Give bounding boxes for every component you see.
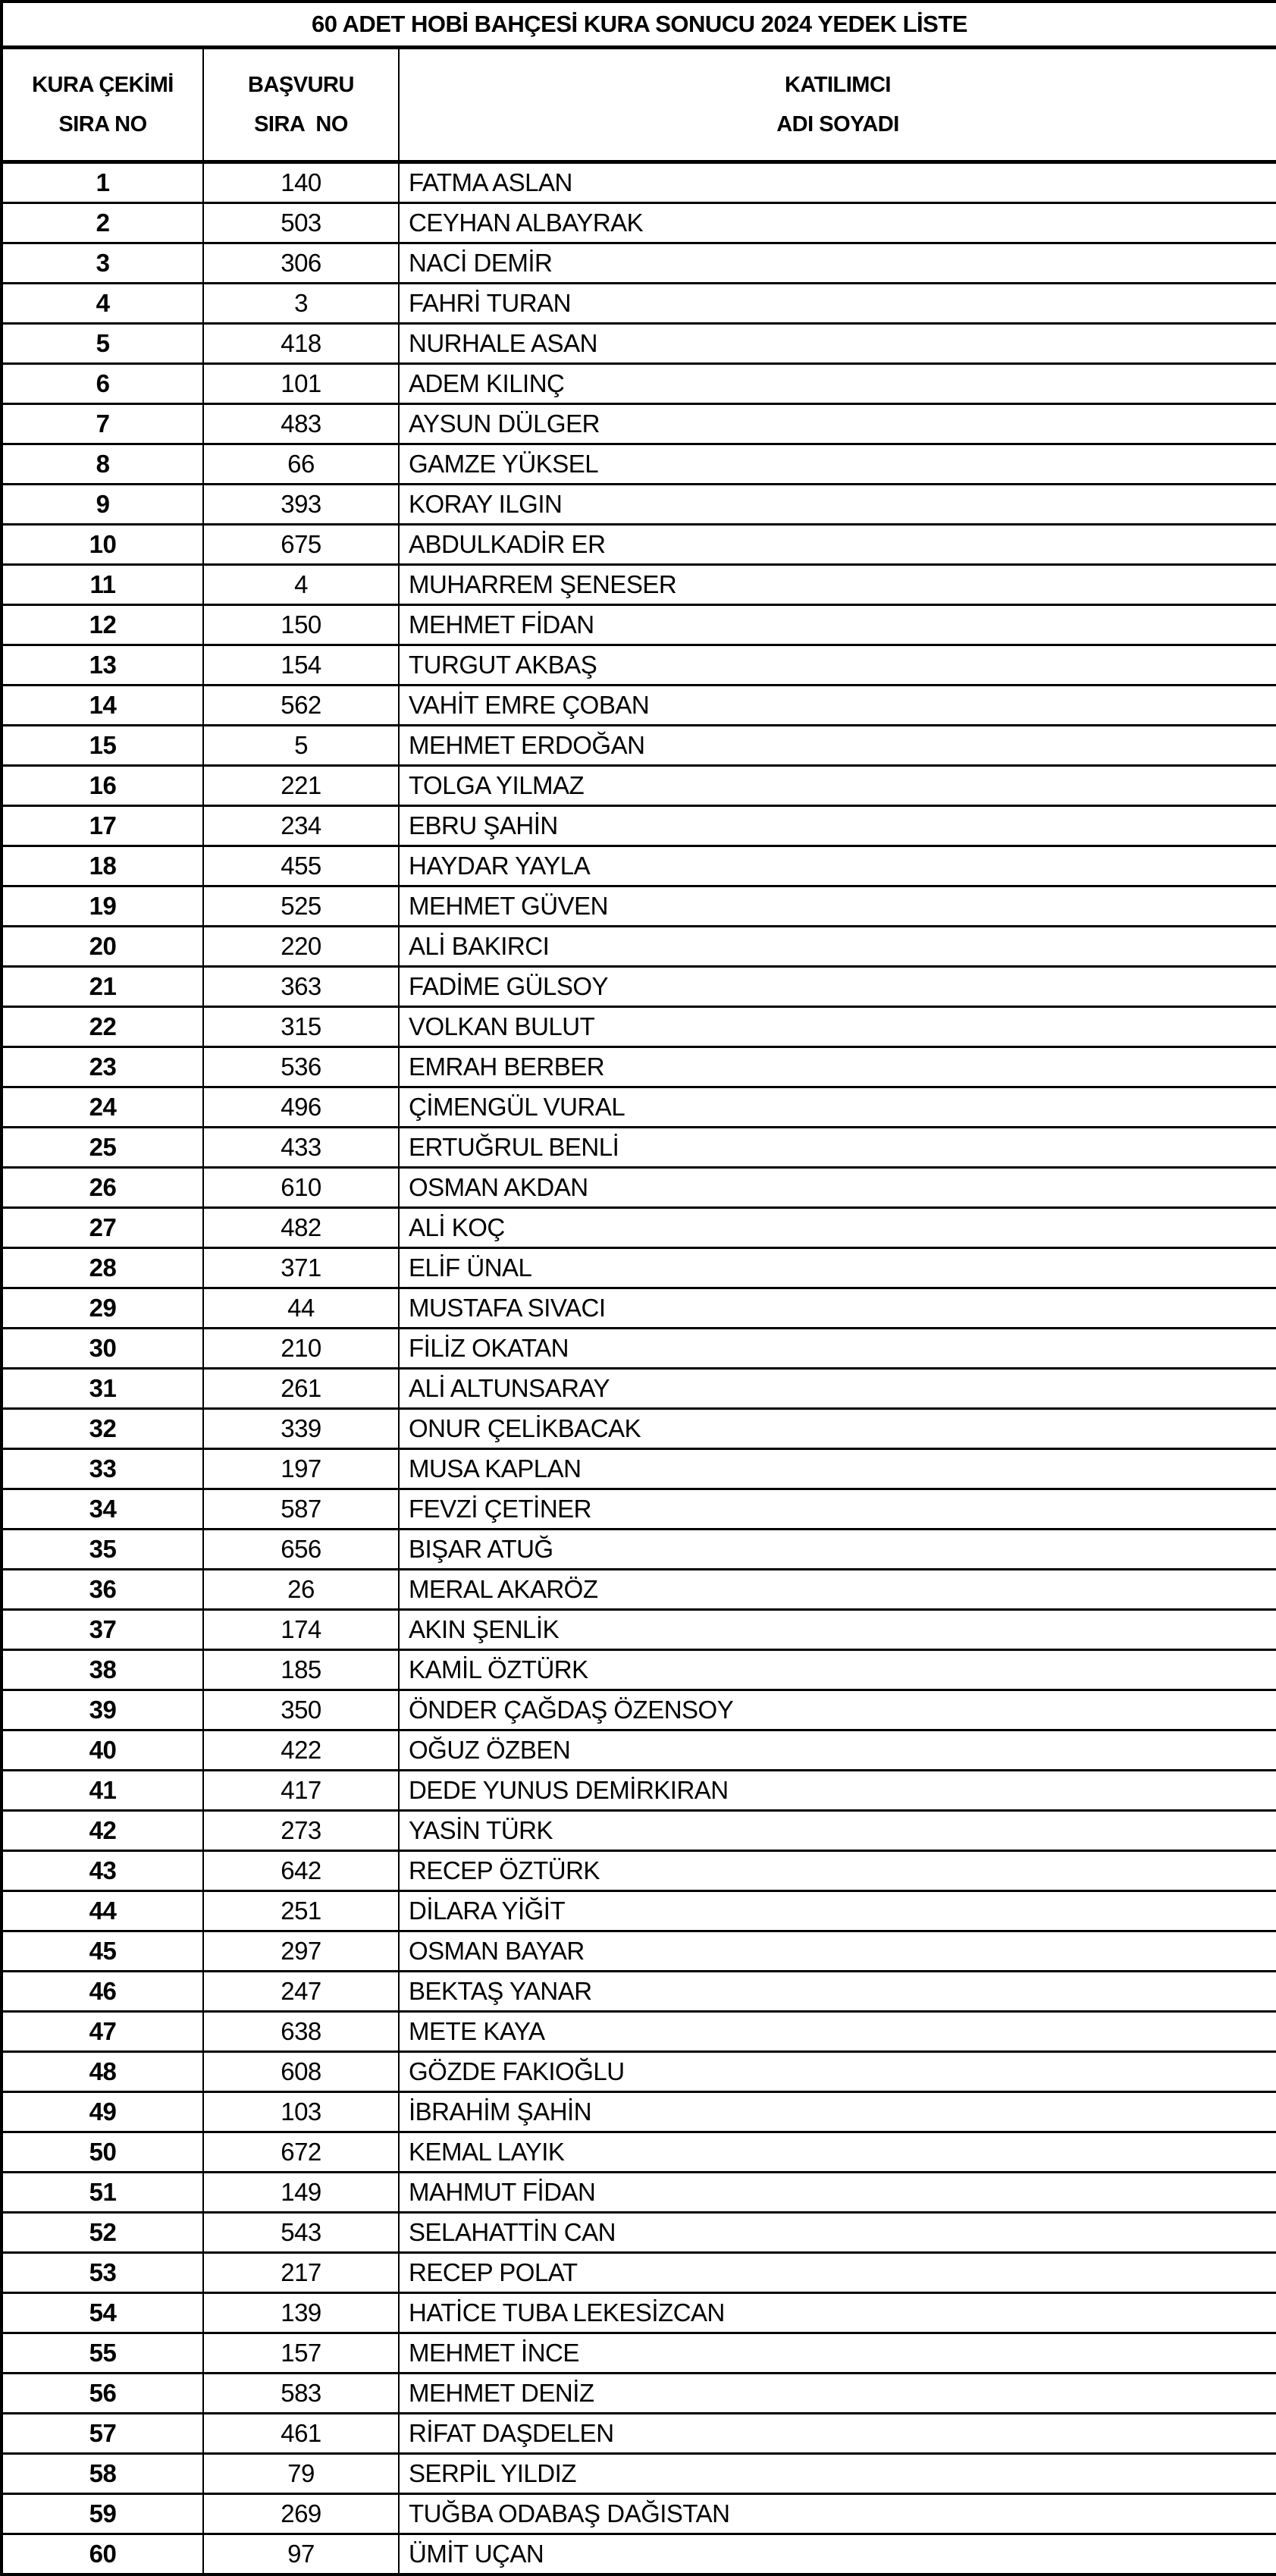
name-cell: RİFAT DAŞDELEN: [399, 2414, 1276, 2454]
kura-no-cell: 46: [2, 1972, 203, 2012]
column-header-line: BAŞVURU: [248, 73, 354, 97]
kura-no-cell: 11: [2, 565, 203, 605]
basvuru-no-cell: 103: [203, 2092, 399, 2132]
name-cell: NURHALE ASAN: [399, 324, 1276, 364]
name-cell: SERPİL YILDIZ: [399, 2454, 1276, 2494]
kura-no-cell: 18: [2, 846, 203, 886]
name-cell: MEHMET DENİZ: [399, 2374, 1276, 2414]
name-cell: FADİME GÜLSOY: [399, 967, 1276, 1007]
table-row: [2, 2092, 1276, 2132]
table-row: [2, 967, 1276, 1007]
table-row: [2, 1369, 1276, 1409]
name-cell: ÜMİT UÇAN: [399, 2534, 1276, 2575]
kura-no-cell: 54: [2, 2293, 203, 2333]
basvuru-no-cell: 417: [203, 1771, 399, 1811]
table-row: [2, 162, 1276, 203]
table-row: [2, 2414, 1276, 2454]
table-row: [2, 1128, 1276, 1168]
basvuru-no-cell: 66: [203, 444, 399, 485]
kura-no-cell: 27: [2, 1208, 203, 1248]
name-cell: HATİCE TUBA LEKESİZCAN: [399, 2293, 1276, 2333]
name-cell: MEHMET GÜVEN: [399, 886, 1276, 927]
table-row: [2, 1931, 1276, 1972]
kura-no-cell: 52: [2, 2213, 203, 2253]
name-cell: FAHRİ TURAN: [399, 284, 1276, 324]
column-header-line: KURA ÇEKİMİ: [32, 73, 174, 97]
basvuru-no-cell: 150: [203, 605, 399, 645]
kura-no-cell: 26: [2, 1168, 203, 1208]
basvuru-no-cell: 350: [203, 1690, 399, 1730]
name-cell: EMRAH BERBER: [399, 1047, 1276, 1087]
basvuru-no-cell: 306: [203, 243, 399, 284]
kura-no-cell: 14: [2, 686, 203, 726]
table-row: [2, 2012, 1276, 2052]
kura-no-cell: 16: [2, 766, 203, 806]
title-row: [2, 2, 1276, 48]
name-cell: ÇİMENGÜL VURAL: [399, 1087, 1276, 1128]
name-cell: MEHMET FİDAN: [399, 605, 1276, 645]
name-cell: RECEP POLAT: [399, 2253, 1276, 2293]
table-body: [2, 162, 1276, 2575]
table-row: [2, 1489, 1276, 1530]
name-cell: FATMA ASLAN: [399, 162, 1276, 203]
basvuru-no-cell: 26: [203, 1570, 399, 1610]
basvuru-no-cell: 3: [203, 284, 399, 324]
kura-no-cell: 7: [2, 404, 203, 444]
name-cell: AYSUN DÜLGER: [399, 404, 1276, 444]
column-header-line: SIRA NO: [58, 112, 147, 136]
kura-no-cell: 17: [2, 806, 203, 846]
basvuru-no-cell: 536: [203, 1047, 399, 1087]
kura-no-cell: 8: [2, 444, 203, 485]
basvuru-no-cell: 97: [203, 2534, 399, 2575]
name-cell: MEHMET İNCE: [399, 2333, 1276, 2374]
name-cell: DEDE YUNUS DEMİRKIRAN: [399, 1771, 1276, 1811]
kura-no-cell: 38: [2, 1650, 203, 1690]
kura-no-cell: 60: [2, 2534, 203, 2575]
table-row: [2, 1208, 1276, 1248]
name-cell: MEHMET ERDOĞAN: [399, 726, 1276, 766]
kura-no-cell: 19: [2, 886, 203, 927]
kura-no-cell: 28: [2, 1248, 203, 1288]
table-row: [2, 1087, 1276, 1128]
name-cell: ONUR ÇELİKBACAK: [399, 1409, 1276, 1449]
basvuru-no-cell: 525: [203, 886, 399, 927]
name-cell: KAMİL ÖZTÜRK: [399, 1650, 1276, 1690]
table-row: [2, 1168, 1276, 1208]
name-cell: ÖNDER ÇAĞDAŞ ÖZENSOY: [399, 1690, 1276, 1730]
kura-no-cell: 34: [2, 1489, 203, 1530]
basvuru-no-cell: 5: [203, 726, 399, 766]
kura-no-cell: 31: [2, 1369, 203, 1409]
kura-no-cell: 35: [2, 1530, 203, 1570]
basvuru-no-cell: 217: [203, 2253, 399, 2293]
kura-no-cell: 29: [2, 1288, 203, 1329]
kura-no-cell: 9: [2, 485, 203, 525]
table-row: [2, 2253, 1276, 2293]
name-cell: YASİN TÜRK: [399, 1811, 1276, 1851]
table-row: [2, 766, 1276, 806]
table-row: [2, 927, 1276, 967]
kura-no-cell: 13: [2, 645, 203, 686]
kura-no-cell: 23: [2, 1047, 203, 1087]
kura-no-cell: 5: [2, 324, 203, 364]
table-row: [2, 525, 1276, 565]
table-row: [2, 645, 1276, 686]
table-row: [2, 404, 1276, 444]
table-row: [2, 1851, 1276, 1891]
name-cell: VAHİT EMRE ÇOBAN: [399, 686, 1276, 726]
name-cell: TURGUT AKBAŞ: [399, 645, 1276, 686]
kura-no-cell: 55: [2, 2333, 203, 2374]
table-row: [2, 1409, 1276, 1449]
table-row: [2, 1610, 1276, 1650]
kura-no-cell: 33: [2, 1449, 203, 1489]
table-row: [2, 2494, 1276, 2534]
name-cell: ALİ ALTUNSARAY: [399, 1369, 1276, 1409]
kura-no-cell: 59: [2, 2494, 203, 2534]
kura-no-cell: 36: [2, 1570, 203, 1610]
name-cell: GAMZE YÜKSEL: [399, 444, 1276, 485]
basvuru-no-cell: 339: [203, 1409, 399, 1449]
column-header-katilimci-adi-soyadi: [399, 48, 1276, 162]
table-row: [2, 886, 1276, 927]
kura-no-cell: 24: [2, 1087, 203, 1128]
basvuru-no-cell: 174: [203, 1610, 399, 1650]
table-row: [2, 1771, 1276, 1811]
kura-no-cell: 6: [2, 364, 203, 404]
name-cell: ERTUĞRUL BENLİ: [399, 1128, 1276, 1168]
kura-no-cell: 39: [2, 1690, 203, 1730]
kura-no-cell: 51: [2, 2173, 203, 2213]
table-row: [2, 1047, 1276, 1087]
name-cell: CEYHAN ALBAYRAK: [399, 203, 1276, 243]
table-row: [2, 2173, 1276, 2213]
column-header-basvuru-sira-no: [203, 48, 399, 162]
table-row: [2, 1730, 1276, 1771]
table-row: [2, 485, 1276, 525]
name-cell: ABDULKADİR ER: [399, 525, 1276, 565]
name-cell: TUĞBA ODABAŞ DAĞISTAN: [399, 2494, 1276, 2534]
kura-no-cell: 50: [2, 2132, 203, 2173]
kura-no-cell: 53: [2, 2253, 203, 2293]
name-cell: KEMAL LAYIK: [399, 2132, 1276, 2173]
kura-no-cell: 56: [2, 2374, 203, 2414]
column-header-line: KATILIMCI: [785, 73, 891, 97]
basvuru-no-cell: 562: [203, 686, 399, 726]
basvuru-no-cell: 185: [203, 1650, 399, 1690]
kura-no-cell: 44: [2, 1891, 203, 1931]
column-header-line: ADI SOYADI: [776, 112, 899, 136]
kura-no-cell: 40: [2, 1730, 203, 1771]
basvuru-no-cell: 261: [203, 1369, 399, 1409]
table-row: [2, 284, 1276, 324]
name-cell: MAHMUT FİDAN: [399, 2173, 1276, 2213]
table-row: [2, 806, 1276, 846]
table-row: [2, 1248, 1276, 1288]
basvuru-no-cell: 234: [203, 806, 399, 846]
basvuru-no-cell: 149: [203, 2173, 399, 2213]
basvuru-no-cell: 675: [203, 525, 399, 565]
kura-no-cell: 2: [2, 203, 203, 243]
basvuru-no-cell: 482: [203, 1208, 399, 1248]
name-cell: EBRU ŞAHİN: [399, 806, 1276, 846]
name-cell: İBRAHİM ŞAHİN: [399, 2092, 1276, 2132]
basvuru-no-cell: 154: [203, 645, 399, 686]
basvuru-no-cell: 247: [203, 1972, 399, 2012]
basvuru-no-cell: 422: [203, 1730, 399, 1771]
header-row: [2, 48, 1276, 162]
basvuru-no-cell: 140: [203, 162, 399, 203]
basvuru-no-cell: 583: [203, 2374, 399, 2414]
name-cell: ELİF ÜNAL: [399, 1248, 1276, 1288]
basvuru-no-cell: 221: [203, 766, 399, 806]
kura-no-cell: 22: [2, 1007, 203, 1047]
table-row: [2, 1007, 1276, 1047]
basvuru-no-cell: 638: [203, 2012, 399, 2052]
basvuru-no-cell: 393: [203, 485, 399, 525]
table-row: [2, 364, 1276, 404]
table-row: [2, 1690, 1276, 1730]
kura-no-cell: 58: [2, 2454, 203, 2494]
basvuru-no-cell: 656: [203, 1530, 399, 1570]
kura-no-cell: 49: [2, 2092, 203, 2132]
kura-no-cell: 1: [2, 162, 203, 203]
kura-no-cell: 30: [2, 1329, 203, 1369]
table-row: [2, 2333, 1276, 2374]
table-row: [2, 2374, 1276, 2414]
kura-no-cell: 21: [2, 967, 203, 1007]
table-row: [2, 2454, 1276, 2494]
name-cell: GÖZDE FAKIOĞLU: [399, 2052, 1276, 2092]
basvuru-no-cell: 101: [203, 364, 399, 404]
basvuru-no-cell: 363: [203, 967, 399, 1007]
basvuru-no-cell: 433: [203, 1128, 399, 1168]
kura-no-cell: 57: [2, 2414, 203, 2454]
table-row: [2, 1972, 1276, 2012]
table-row: [2, 2534, 1276, 2575]
name-cell: KORAY ILGIN: [399, 485, 1276, 525]
name-cell: MUHARREM ŞENESER: [399, 565, 1276, 605]
page-title: 60 ADET HOBİ BAHÇESİ KURA SONUCU 2024 YEDEK LİSTE: [2, 2, 1276, 48]
basvuru-no-cell: 251: [203, 1891, 399, 1931]
kura-no-cell: 3: [2, 243, 203, 284]
name-cell: BIŞAR ATUĞ: [399, 1530, 1276, 1570]
basvuru-no-cell: 503: [203, 203, 399, 243]
table-row: [2, 1650, 1276, 1690]
name-cell: VOLKAN BULUT: [399, 1007, 1276, 1047]
kura-no-cell: 47: [2, 2012, 203, 2052]
basvuru-no-cell: 418: [203, 324, 399, 364]
name-cell: METE KAYA: [399, 2012, 1276, 2052]
name-cell: SELAHATTİN CAN: [399, 2213, 1276, 2253]
table-row: [2, 1891, 1276, 1931]
name-cell: MUSA KAPLAN: [399, 1449, 1276, 1489]
kura-no-cell: 15: [2, 726, 203, 766]
basvuru-no-cell: 139: [203, 2293, 399, 2333]
basvuru-no-cell: 273: [203, 1811, 399, 1851]
kura-no-cell: 12: [2, 605, 203, 645]
kura-no-cell: 43: [2, 1851, 203, 1891]
table-row: [2, 1570, 1276, 1610]
basvuru-no-cell: 642: [203, 1851, 399, 1891]
name-cell: OĞUZ ÖZBEN: [399, 1730, 1276, 1771]
table-row: [2, 444, 1276, 485]
table-row: [2, 324, 1276, 364]
table-row: [2, 1329, 1276, 1369]
table-row: [2, 2293, 1276, 2333]
column-header-kura-cekimi-sira-no: [2, 48, 203, 162]
name-cell: NACİ DEMİR: [399, 243, 1276, 284]
table-row: [2, 846, 1276, 886]
name-cell: BEKTAŞ YANAR: [399, 1972, 1276, 2012]
kura-no-cell: 20: [2, 927, 203, 967]
name-cell: MUSTAFA SIVACI: [399, 1288, 1276, 1329]
name-cell: OSMAN AKDAN: [399, 1168, 1276, 1208]
table-row: [2, 686, 1276, 726]
name-cell: ADEM KILINÇ: [399, 364, 1276, 404]
table-row: [2, 243, 1276, 284]
table-row: [2, 1530, 1276, 1570]
kura-no-cell: 37: [2, 1610, 203, 1650]
basvuru-no-cell: 543: [203, 2213, 399, 2253]
name-cell: ALİ BAKIRCI: [399, 927, 1276, 967]
basvuru-no-cell: 297: [203, 1931, 399, 1972]
basvuru-no-cell: 496: [203, 1087, 399, 1128]
basvuru-no-cell: 44: [203, 1288, 399, 1329]
name-cell: AKIN ŞENLİK: [399, 1610, 1276, 1650]
kura-no-cell: 10: [2, 525, 203, 565]
table-row: [2, 2052, 1276, 2092]
name-cell: OSMAN BAYAR: [399, 1931, 1276, 1972]
basvuru-no-cell: 210: [203, 1329, 399, 1369]
kura-no-cell: 32: [2, 1409, 203, 1449]
basvuru-no-cell: 483: [203, 404, 399, 444]
basvuru-no-cell: 610: [203, 1168, 399, 1208]
kura-no-cell: 45: [2, 1931, 203, 1972]
name-cell: TOLGA YILMAZ: [399, 766, 1276, 806]
kura-no-cell: 48: [2, 2052, 203, 2092]
basvuru-no-cell: 269: [203, 2494, 399, 2534]
table-row: [2, 1449, 1276, 1489]
basvuru-no-cell: 455: [203, 846, 399, 886]
basvuru-no-cell: 79: [203, 2454, 399, 2494]
basvuru-no-cell: 587: [203, 1489, 399, 1530]
basvuru-no-cell: 220: [203, 927, 399, 967]
table-row: [2, 726, 1276, 766]
basvuru-no-cell: 371: [203, 1248, 399, 1288]
table-row: [2, 1811, 1276, 1851]
basvuru-no-cell: 672: [203, 2132, 399, 2173]
name-cell: FEVZİ ÇETİNER: [399, 1489, 1276, 1530]
basvuru-no-cell: 4: [203, 565, 399, 605]
basvuru-no-cell: 608: [203, 2052, 399, 2092]
name-cell: DİLARA YİĞİT: [399, 1891, 1276, 1931]
kura-no-cell: 25: [2, 1128, 203, 1168]
basvuru-no-cell: 315: [203, 1007, 399, 1047]
table-row: [2, 605, 1276, 645]
name-cell: RECEP ÖZTÜRK: [399, 1851, 1276, 1891]
basvuru-no-cell: 461: [203, 2414, 399, 2454]
table-row: [2, 2213, 1276, 2253]
basvuru-no-cell: 197: [203, 1449, 399, 1489]
name-cell: FİLİZ OKATAN: [399, 1329, 1276, 1369]
table-row: [2, 2132, 1276, 2173]
name-cell: MERAL AKARÖZ: [399, 1570, 1276, 1610]
kura-no-cell: 4: [2, 284, 203, 324]
table-row: [2, 1288, 1276, 1329]
kura-no-cell: 42: [2, 1811, 203, 1851]
basvuru-no-cell: 157: [203, 2333, 399, 2374]
table-row: [2, 565, 1276, 605]
kura-no-cell: 41: [2, 1771, 203, 1811]
column-header-line: SIRA NO: [254, 112, 348, 136]
table-row: [2, 203, 1276, 243]
name-cell: ALİ KOÇ: [399, 1208, 1276, 1248]
name-cell: HAYDAR YAYLA: [399, 846, 1276, 886]
